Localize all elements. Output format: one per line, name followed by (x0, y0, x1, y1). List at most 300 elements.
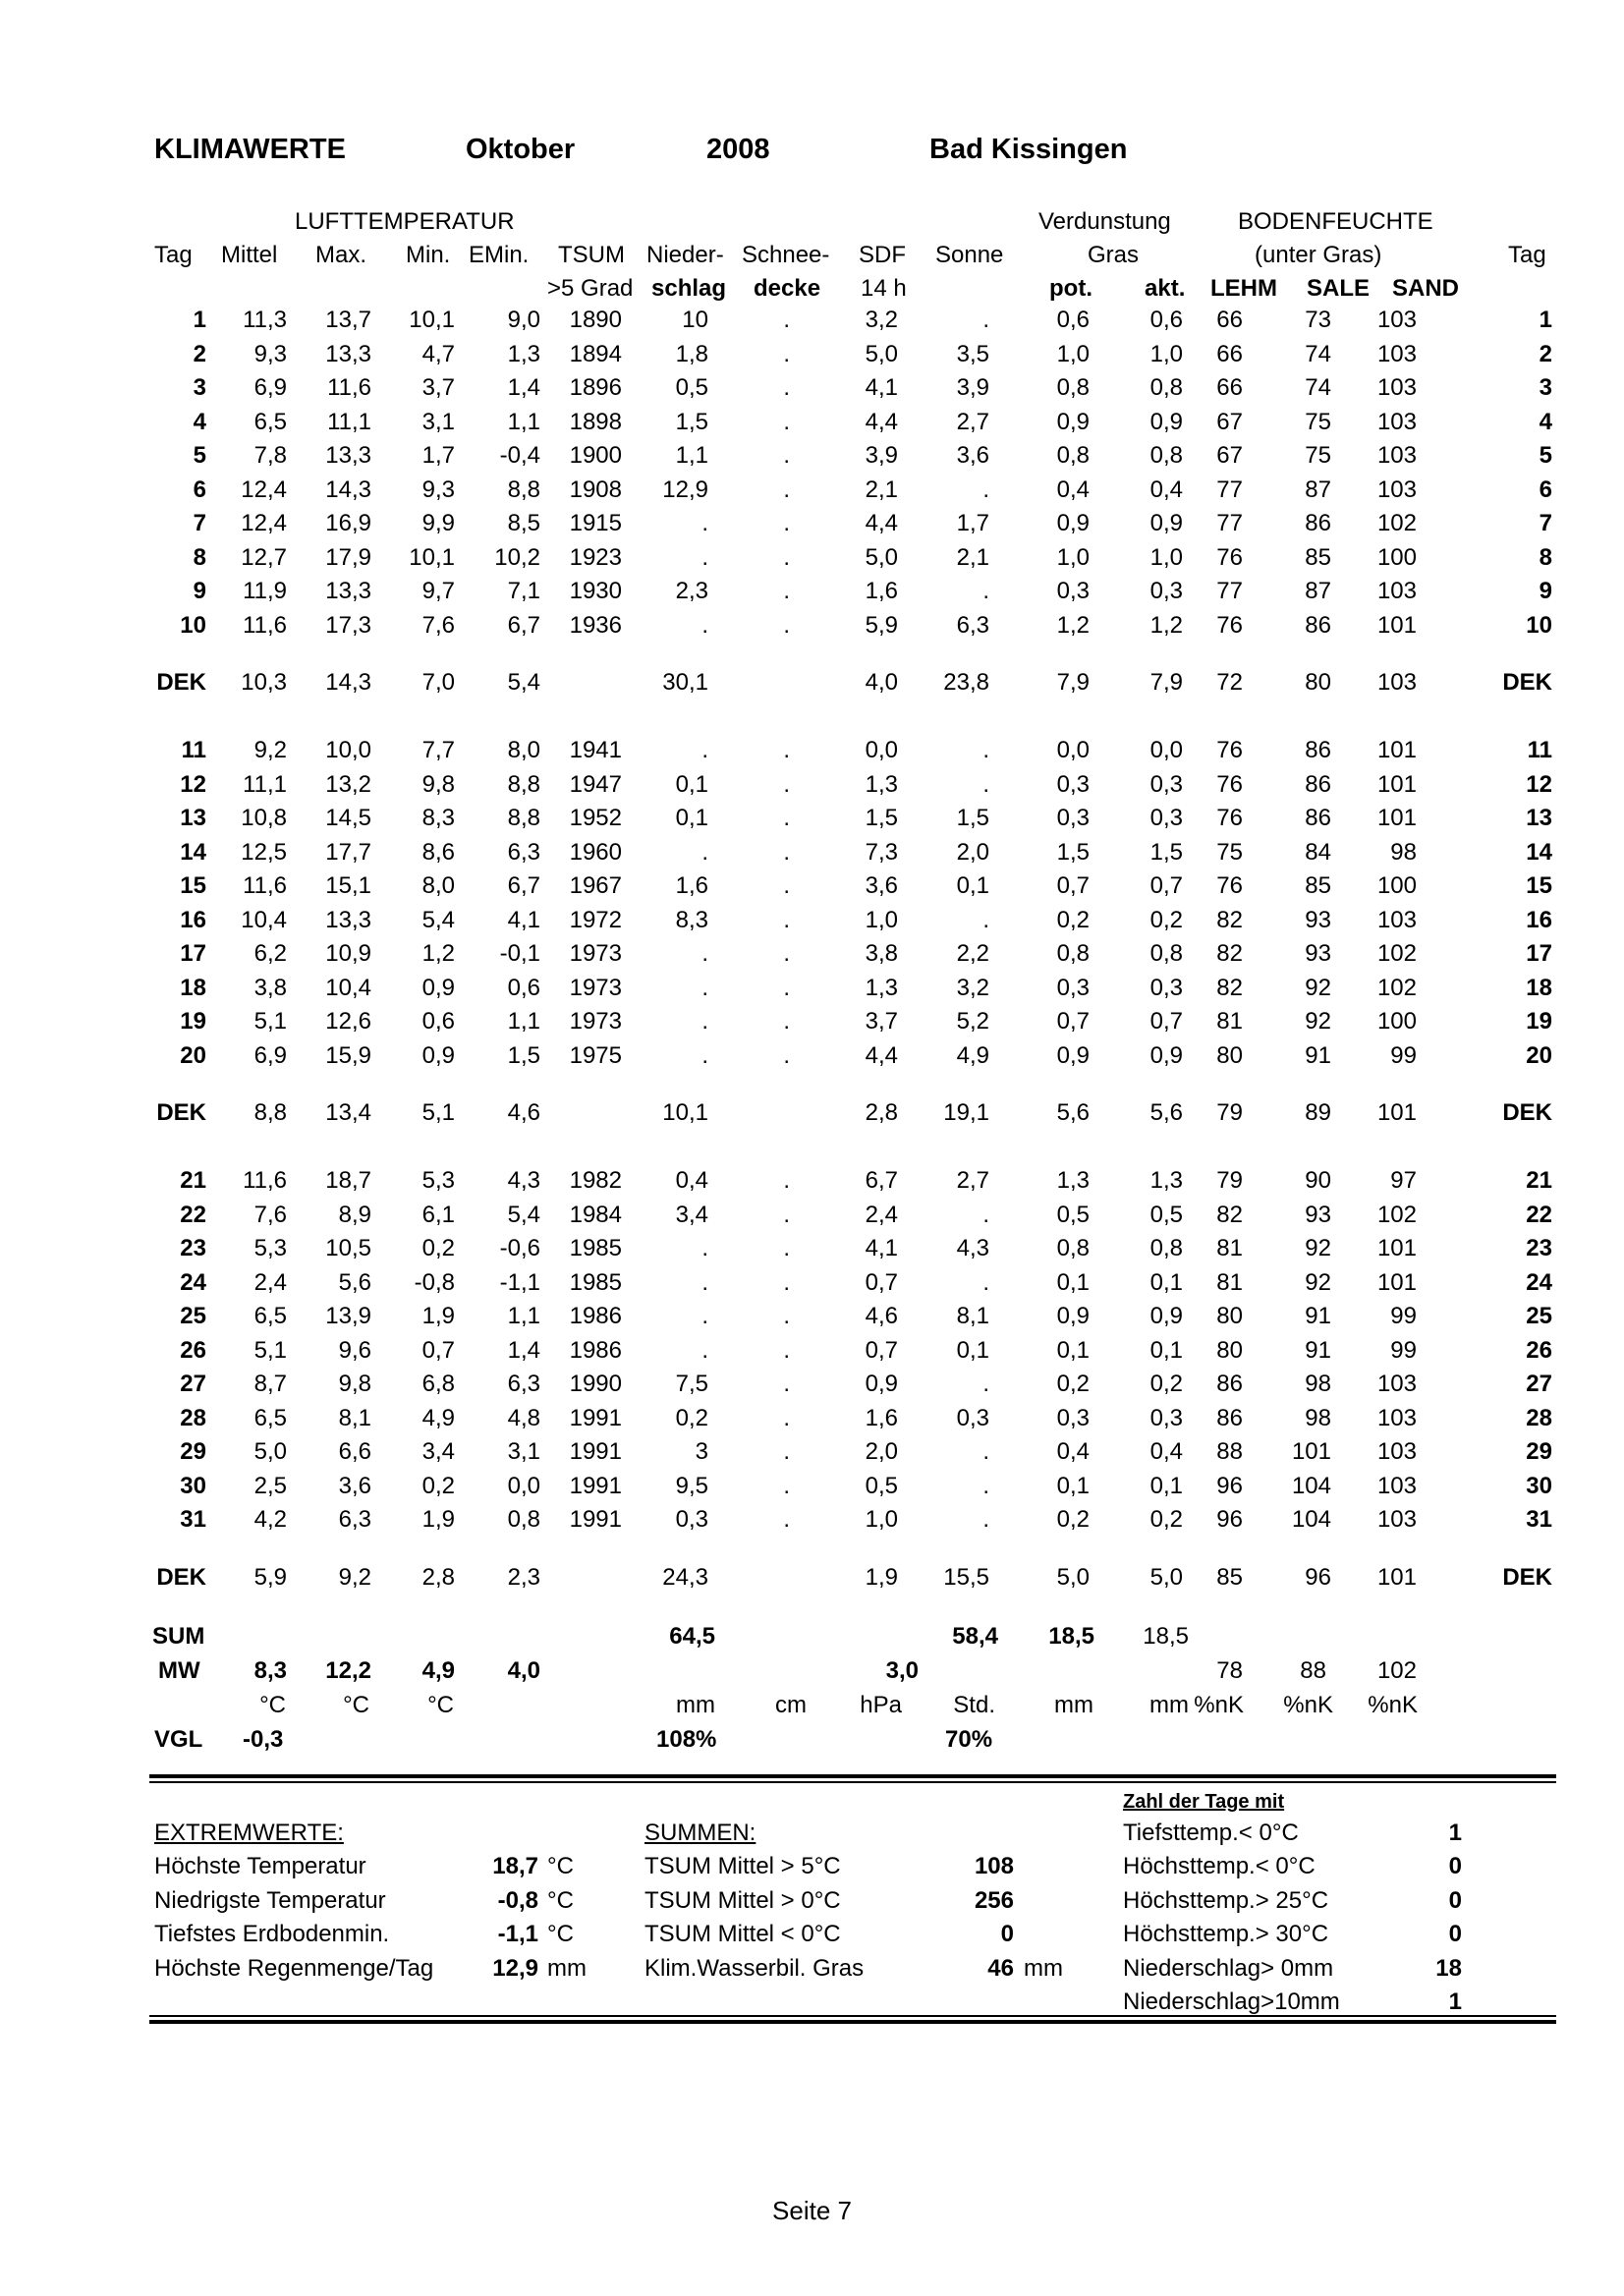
table-cell: 0,2 (1056, 1371, 1090, 1397)
table-cell: 1908 (569, 476, 622, 503)
mw-sale: 88 (1300, 1657, 1326, 1684)
divider-top-2 (149, 1781, 1556, 1783)
table-cell: 6,5 (253, 1405, 287, 1431)
table-cell: 1 (1539, 307, 1552, 333)
header-gras: Gras (1088, 242, 1140, 268)
table-cell: 11,1 (327, 409, 371, 435)
extremwerte-value: -1,1 (497, 1921, 538, 1947)
table-cell: 0,7 (865, 1337, 898, 1364)
table-cell: 0,7 (1149, 1008, 1183, 1035)
table-cell: . (783, 442, 790, 469)
table-cell: 1,3 (507, 341, 540, 367)
table-cell: 0,0 (1149, 737, 1183, 763)
table-cell: 88 (1216, 1438, 1243, 1465)
title-month: Oktober (466, 134, 576, 165)
table-cell: 6,5 (253, 1303, 287, 1329)
table-cell: 3,6 (956, 442, 989, 469)
table-cell: 0,1 (1056, 1337, 1090, 1364)
table-cell: 23,8 (943, 669, 989, 696)
table-cell: 1,0 (1149, 341, 1183, 367)
table-cell: 102 (1376, 510, 1417, 536)
dekade-row (0, 666, 1624, 700)
table-cell: 92 (1305, 1235, 1331, 1261)
table-cell: 5,1 (253, 1008, 287, 1035)
table-row (0, 609, 1624, 643)
table-cell: . (783, 1438, 790, 1465)
unit-schnee: cm (775, 1692, 807, 1718)
table-row (0, 474, 1624, 507)
table-cell: 5,9 (253, 1564, 287, 1591)
zahl-der-tage-value: 1 (1448, 1820, 1462, 1846)
table-row (0, 507, 1624, 540)
table-cell: 74 (1305, 341, 1331, 367)
mw-row (0, 1654, 1624, 1688)
table-cell: 0,0 (1056, 737, 1090, 763)
table-row (0, 1470, 1624, 1503)
table-cell: 8,8 (507, 771, 540, 798)
table-cell: . (982, 907, 989, 933)
header-sale: SALE (1307, 275, 1371, 302)
extremwerte-value: -0,8 (497, 1887, 538, 1914)
table-cell: 96 (1216, 1473, 1243, 1499)
extremwerte-unit: mm (547, 1955, 587, 1982)
table-cell: 7,7 (421, 737, 455, 763)
table-cell: . (982, 1202, 989, 1228)
table-cell: 6,7 (507, 612, 540, 639)
table-cell: 4,4 (865, 1042, 898, 1069)
table-cell: 103 (1376, 578, 1417, 604)
table-cell: 17,9 (325, 544, 371, 571)
table-row (0, 1402, 1624, 1435)
table-cell: 76 (1216, 805, 1243, 831)
table-cell: 1984 (569, 1202, 622, 1228)
table-cell: 1,9 (421, 1506, 455, 1533)
table-cell: 0,9 (1149, 1303, 1183, 1329)
table-cell: . (783, 940, 790, 967)
table-cell: 8,8 (253, 1099, 287, 1126)
table-cell: 2,1 (956, 544, 989, 571)
table-cell: 6,9 (253, 374, 287, 401)
mw-max: 12,2 (325, 1657, 371, 1684)
header-tag-right: Tag (1508, 242, 1546, 268)
table-cell: 6,3 (507, 839, 540, 866)
table-cell: 10,5 (325, 1235, 371, 1261)
table-cell: 31 (1526, 1506, 1552, 1533)
table-cell: 87 (1305, 578, 1331, 604)
table-cell: 7,9 (1056, 669, 1090, 696)
mw-sand: 102 (1376, 1657, 1417, 1684)
table-cell: 13,2 (325, 771, 371, 798)
table-cell: 0,5 (675, 374, 708, 401)
table-cell: 9,8 (338, 1371, 371, 1397)
table-cell: 93 (1305, 940, 1331, 967)
table-row (0, 406, 1624, 439)
unit-min: °C (427, 1692, 454, 1718)
sum-row (0, 1620, 1624, 1653)
dekade-row (0, 1561, 1624, 1595)
table-cell: 101 (1376, 612, 1417, 639)
header-tsum: TSUM (558, 242, 625, 268)
table-cell: 23 (180, 1235, 206, 1261)
table-cell: 0,2 (1056, 907, 1090, 933)
table-row (0, 1199, 1624, 1232)
zahl-der-tage-label: Höchsttemp.> 30°C (1123, 1921, 1329, 1947)
table-cell: 5 (1539, 442, 1552, 469)
title-year: 2008 (706, 134, 770, 165)
table-cell: . (982, 307, 989, 333)
table-cell: . (783, 1405, 790, 1431)
table-cell: 1952 (569, 805, 622, 831)
table-cell: 3,8 (865, 940, 898, 967)
header-tag: Tag (154, 242, 193, 268)
table-cell: 8,8 (507, 476, 540, 503)
table-cell: 66 (1216, 307, 1243, 333)
table-cell: 1,0 (1149, 544, 1183, 571)
table-cell: 5,6 (338, 1269, 371, 1296)
table-cell: 8,7 (253, 1371, 287, 1397)
table-cell: 17 (1526, 940, 1552, 967)
table-cell: . (701, 1337, 708, 1364)
table-cell: 0,6 (507, 975, 540, 1001)
table-cell: 13,3 (325, 341, 371, 367)
table-cell: DEK (156, 1564, 206, 1591)
table-cell: 14,3 (325, 476, 371, 503)
table-cell: 4,1 (865, 1235, 898, 1261)
table-cell: 80 (1216, 1337, 1243, 1364)
table-cell: . (701, 510, 708, 536)
table-cell: -0,4 (499, 442, 540, 469)
table-row (0, 1232, 1624, 1265)
table-cell: 22 (180, 1202, 206, 1228)
table-cell: 6 (1539, 476, 1552, 503)
table-cell: 1,6 (675, 872, 708, 899)
table-cell: 85 (1216, 1564, 1243, 1591)
table-cell: 6,6 (338, 1438, 371, 1465)
table-cell: 82 (1216, 975, 1243, 1001)
header-sand: SAND (1392, 275, 1460, 302)
table-cell: 0,2 (1149, 907, 1183, 933)
table-cell: 0,4 (1149, 476, 1183, 503)
table-cell: 103 (1376, 1473, 1417, 1499)
table-cell: 27 (1526, 1371, 1552, 1397)
table-cell: 17 (180, 940, 206, 967)
table-cell: 5,4 (507, 1202, 540, 1228)
table-cell: 10,2 (494, 544, 540, 571)
extremwerte-label: Höchste Temperatur (154, 1853, 366, 1879)
table-cell: 100 (1376, 872, 1417, 899)
table-cell: 1947 (569, 771, 622, 798)
table-cell: 0,8 (1149, 940, 1183, 967)
table-cell: 76 (1216, 771, 1243, 798)
table-cell: 6,9 (253, 1042, 287, 1069)
table-cell: . (783, 975, 790, 1001)
table-cell: 4,4 (865, 409, 898, 435)
table-cell: 103 (1376, 1438, 1417, 1465)
table-cell: 89 (1305, 1099, 1331, 1126)
table-cell: 102 (1376, 975, 1417, 1001)
table-cell: 6,8 (421, 1371, 455, 1397)
table-cell: 0,1 (1149, 1473, 1183, 1499)
table-cell: 1,6 (865, 1405, 898, 1431)
sum-nieder: 64,5 (669, 1623, 715, 1650)
zahl-der-tage-label: Höchsttemp.> 25°C (1123, 1887, 1329, 1914)
table-cell: 29 (1526, 1438, 1552, 1465)
table-cell: -1,1 (499, 1269, 540, 1296)
table-cell: 8 (1539, 544, 1552, 571)
table-cell: 0,0 (865, 737, 898, 763)
table-cell: -0,6 (499, 1235, 540, 1261)
table-cell: 0,1 (1056, 1269, 1090, 1296)
zahl-der-tage-value: 0 (1448, 1853, 1462, 1879)
table-cell: 0,3 (1149, 805, 1183, 831)
table-cell: DEK (156, 1099, 206, 1126)
table-cell: 6,7 (865, 1167, 898, 1194)
table-cell: 5,3 (421, 1167, 455, 1194)
table-cell: 14 (1526, 839, 1552, 866)
table-cell: . (783, 1202, 790, 1228)
table-cell: 2,4 (253, 1269, 287, 1296)
table-cell: 26 (180, 1337, 206, 1364)
table-cell: 4,1 (865, 374, 898, 401)
header-lufttemperatur: LUFTTEMPERATUR (295, 208, 515, 235)
table-cell: 12,9 (662, 476, 708, 503)
table-cell: 2,7 (956, 1167, 989, 1194)
table-cell: 11,6 (243, 612, 287, 639)
table-cell: 0,2 (1149, 1506, 1183, 1533)
mw-min: 4,9 (421, 1657, 455, 1684)
table-cell: 13,3 (325, 578, 371, 604)
table-cell: 66 (1216, 341, 1243, 367)
table-cell: 25 (180, 1303, 206, 1329)
table-cell: 1,0 (1056, 341, 1090, 367)
table-cell: 8,0 (421, 872, 455, 899)
table-cell: 1,5 (1149, 839, 1183, 866)
table-cell: 79 (1216, 1099, 1243, 1126)
sum-sonne: 58,4 (952, 1623, 998, 1650)
table-cell: 103 (1376, 442, 1417, 469)
table-cell: 100 (1376, 1008, 1417, 1035)
table-cell: 104 (1291, 1506, 1331, 1533)
table-cell: 0,2 (421, 1235, 455, 1261)
summen-label: TSUM Mittel > 0°C (644, 1887, 841, 1914)
table-cell: 0,4 (1056, 476, 1090, 503)
table-cell: 1936 (569, 612, 622, 639)
table-cell: 1,2 (1149, 612, 1183, 639)
table-cell: 0,3 (675, 1506, 708, 1533)
table-cell: . (783, 578, 790, 604)
table-cell: 1,7 (956, 510, 989, 536)
table-cell: 0,2 (421, 1473, 455, 1499)
table-cell: 82 (1216, 907, 1243, 933)
table-cell: 101 (1376, 1564, 1417, 1591)
summen-value: 46 (987, 1955, 1014, 1982)
table-cell: 92 (1305, 1008, 1331, 1035)
table-cell: 19,1 (943, 1099, 989, 1126)
unit-nieder: mm (676, 1692, 715, 1718)
table-cell: 76 (1216, 544, 1243, 571)
table-cell: 98 (1390, 839, 1417, 866)
unit-sale: %nK (1283, 1692, 1333, 1718)
table-cell: . (783, 771, 790, 798)
table-cell: 1,5 (1056, 839, 1090, 866)
table-cell: 10 (682, 307, 708, 333)
table-cell: 11,6 (243, 1167, 287, 1194)
table-cell: DEK (1502, 1564, 1552, 1591)
table-cell: 67 (1216, 409, 1243, 435)
table-cell: 1,4 (507, 374, 540, 401)
table-cell: 1991 (569, 1506, 622, 1533)
header-schnee: Schnee- (742, 242, 830, 268)
unit-max: °C (343, 1692, 369, 1718)
table-cell: 3,8 (253, 975, 287, 1001)
table-cell: 0,3 (1056, 578, 1090, 604)
table-cell: 1915 (569, 510, 622, 536)
summen-label: TSUM Mittel > 5°C (644, 1853, 841, 1879)
table-cell: 5,3 (253, 1235, 287, 1261)
table-cell: 13 (180, 805, 206, 831)
zahl-der-tage-value: 0 (1448, 1921, 1462, 1947)
table-cell: 5 (193, 442, 206, 469)
table-cell: 7,8 (253, 442, 287, 469)
table-cell: 10,0 (325, 737, 371, 763)
table-cell: 4,8 (507, 1405, 540, 1431)
table-cell: 14,3 (325, 669, 371, 696)
table-cell: 10,1 (662, 1099, 708, 1126)
table-cell: 9,6 (338, 1337, 371, 1364)
table-cell: 93 (1305, 907, 1331, 933)
table-cell: 11,6 (327, 374, 371, 401)
table-cell: 98 (1305, 1371, 1331, 1397)
table-cell: 1,5 (507, 1042, 540, 1069)
table-cell: DEK (1502, 1099, 1552, 1126)
table-cell: 4,7 (421, 341, 455, 367)
table-cell: 101 (1291, 1438, 1331, 1465)
table-cell: 4,3 (956, 1235, 989, 1261)
table-cell: 31 (180, 1506, 206, 1533)
header-sdf: SDF (859, 242, 906, 268)
table-cell: . (783, 1473, 790, 1499)
table-cell: 80 (1216, 1042, 1243, 1069)
table-row (0, 1503, 1624, 1537)
table-cell: -0,1 (499, 940, 540, 967)
table-cell: 16 (1526, 907, 1552, 933)
table-cell: 25 (1526, 1303, 1552, 1329)
table-cell: 2,0 (956, 839, 989, 866)
table-cell: . (783, 1506, 790, 1533)
unit-sand: %nK (1368, 1692, 1418, 1718)
table-cell: 103 (1376, 476, 1417, 503)
table-cell: 8 (193, 544, 206, 571)
table-cell: 1,5 (865, 805, 898, 831)
table-cell: 14 (180, 839, 206, 866)
table-cell: . (783, 1371, 790, 1397)
table-cell: 0,9 (1149, 1042, 1183, 1069)
zahl-der-tage-value: 1 (1448, 1988, 1462, 2015)
table-cell: 1,6 (865, 578, 898, 604)
table-cell: . (783, 1042, 790, 1069)
header-verdunstung: Verdunstung (1038, 208, 1171, 235)
table-cell: 86 (1305, 737, 1331, 763)
table-cell: 17,3 (325, 612, 371, 639)
table-cell: 11 (1527, 737, 1552, 763)
table-cell: 6,3 (956, 612, 989, 639)
table-cell: 1890 (569, 307, 622, 333)
vgl-label: VGL (154, 1726, 203, 1753)
table-cell: 28 (1526, 1405, 1552, 1431)
table-cell: 12 (180, 771, 206, 798)
table-cell: 0,3 (1149, 975, 1183, 1001)
table-row (0, 734, 1624, 767)
table-cell: 3,6 (865, 872, 898, 899)
table-cell: 101 (1376, 1099, 1417, 1126)
table-cell: 100 (1376, 544, 1417, 571)
table-cell: 1,0 (865, 1506, 898, 1533)
zahl-der-tage-label: Niederschlag> 0mm (1123, 1955, 1334, 1982)
table-cell: 7 (1539, 510, 1552, 536)
table-cell: 17,7 (325, 839, 371, 866)
table-cell: 96 (1305, 1564, 1331, 1591)
table-cell: 15,5 (943, 1564, 989, 1591)
table-cell: 91 (1305, 1337, 1331, 1364)
table-cell: 2,0 (865, 1438, 898, 1465)
table-cell: 67 (1216, 442, 1243, 469)
table-cell: 22 (1526, 1202, 1552, 1228)
table-cell: 9,9 (421, 510, 455, 536)
table-cell: 0,8 (507, 1506, 540, 1533)
table-cell: 91 (1305, 1303, 1331, 1329)
table-cell: 4,0 (865, 669, 898, 696)
table-cell: . (701, 1008, 708, 1035)
table-cell: 16 (180, 907, 206, 933)
table-cell: . (701, 612, 708, 639)
divider-bottom-2 (149, 2020, 1556, 2024)
table-cell: . (783, 612, 790, 639)
table-cell: 6,1 (421, 1202, 455, 1228)
table-cell: 0,3 (1056, 805, 1090, 831)
table-cell: 5,0 (253, 1438, 287, 1465)
table-cell: 0,1 (1149, 1269, 1183, 1296)
title-label: KLIMAWERTE (154, 134, 346, 165)
table-cell: 0,8 (1149, 374, 1183, 401)
table-cell: 1941 (569, 737, 622, 763)
summen-value: 108 (974, 1853, 1014, 1879)
table-cell: 103 (1376, 1405, 1417, 1431)
table-cell: 66 (1216, 374, 1243, 401)
table-row (0, 768, 1624, 802)
mw-sdf: 3,0 (885, 1657, 919, 1684)
table-cell: . (701, 1303, 708, 1329)
table-cell: 1982 (569, 1167, 622, 1194)
table-cell: 6,3 (507, 1371, 540, 1397)
table-cell: 91 (1305, 1042, 1331, 1069)
dekade-row (0, 1096, 1624, 1130)
table-cell: 10,8 (241, 805, 287, 831)
header-akt: akt. (1145, 275, 1186, 302)
extremwerte-unit: °C (547, 1853, 574, 1879)
table-cell: 30 (180, 1473, 206, 1499)
table-cell: . (783, 510, 790, 536)
table-cell: 1973 (569, 1008, 622, 1035)
table-cell: 0,9 (1149, 409, 1183, 435)
units-row (0, 1689, 1624, 1722)
table-cell: . (982, 737, 989, 763)
table-cell: 103 (1376, 374, 1417, 401)
table-cell: 7,1 (507, 578, 540, 604)
table-row (0, 836, 1624, 869)
table-cell: 1930 (569, 578, 622, 604)
header-nieder-sub: schlag (651, 275, 727, 302)
table-cell: 77 (1216, 578, 1243, 604)
